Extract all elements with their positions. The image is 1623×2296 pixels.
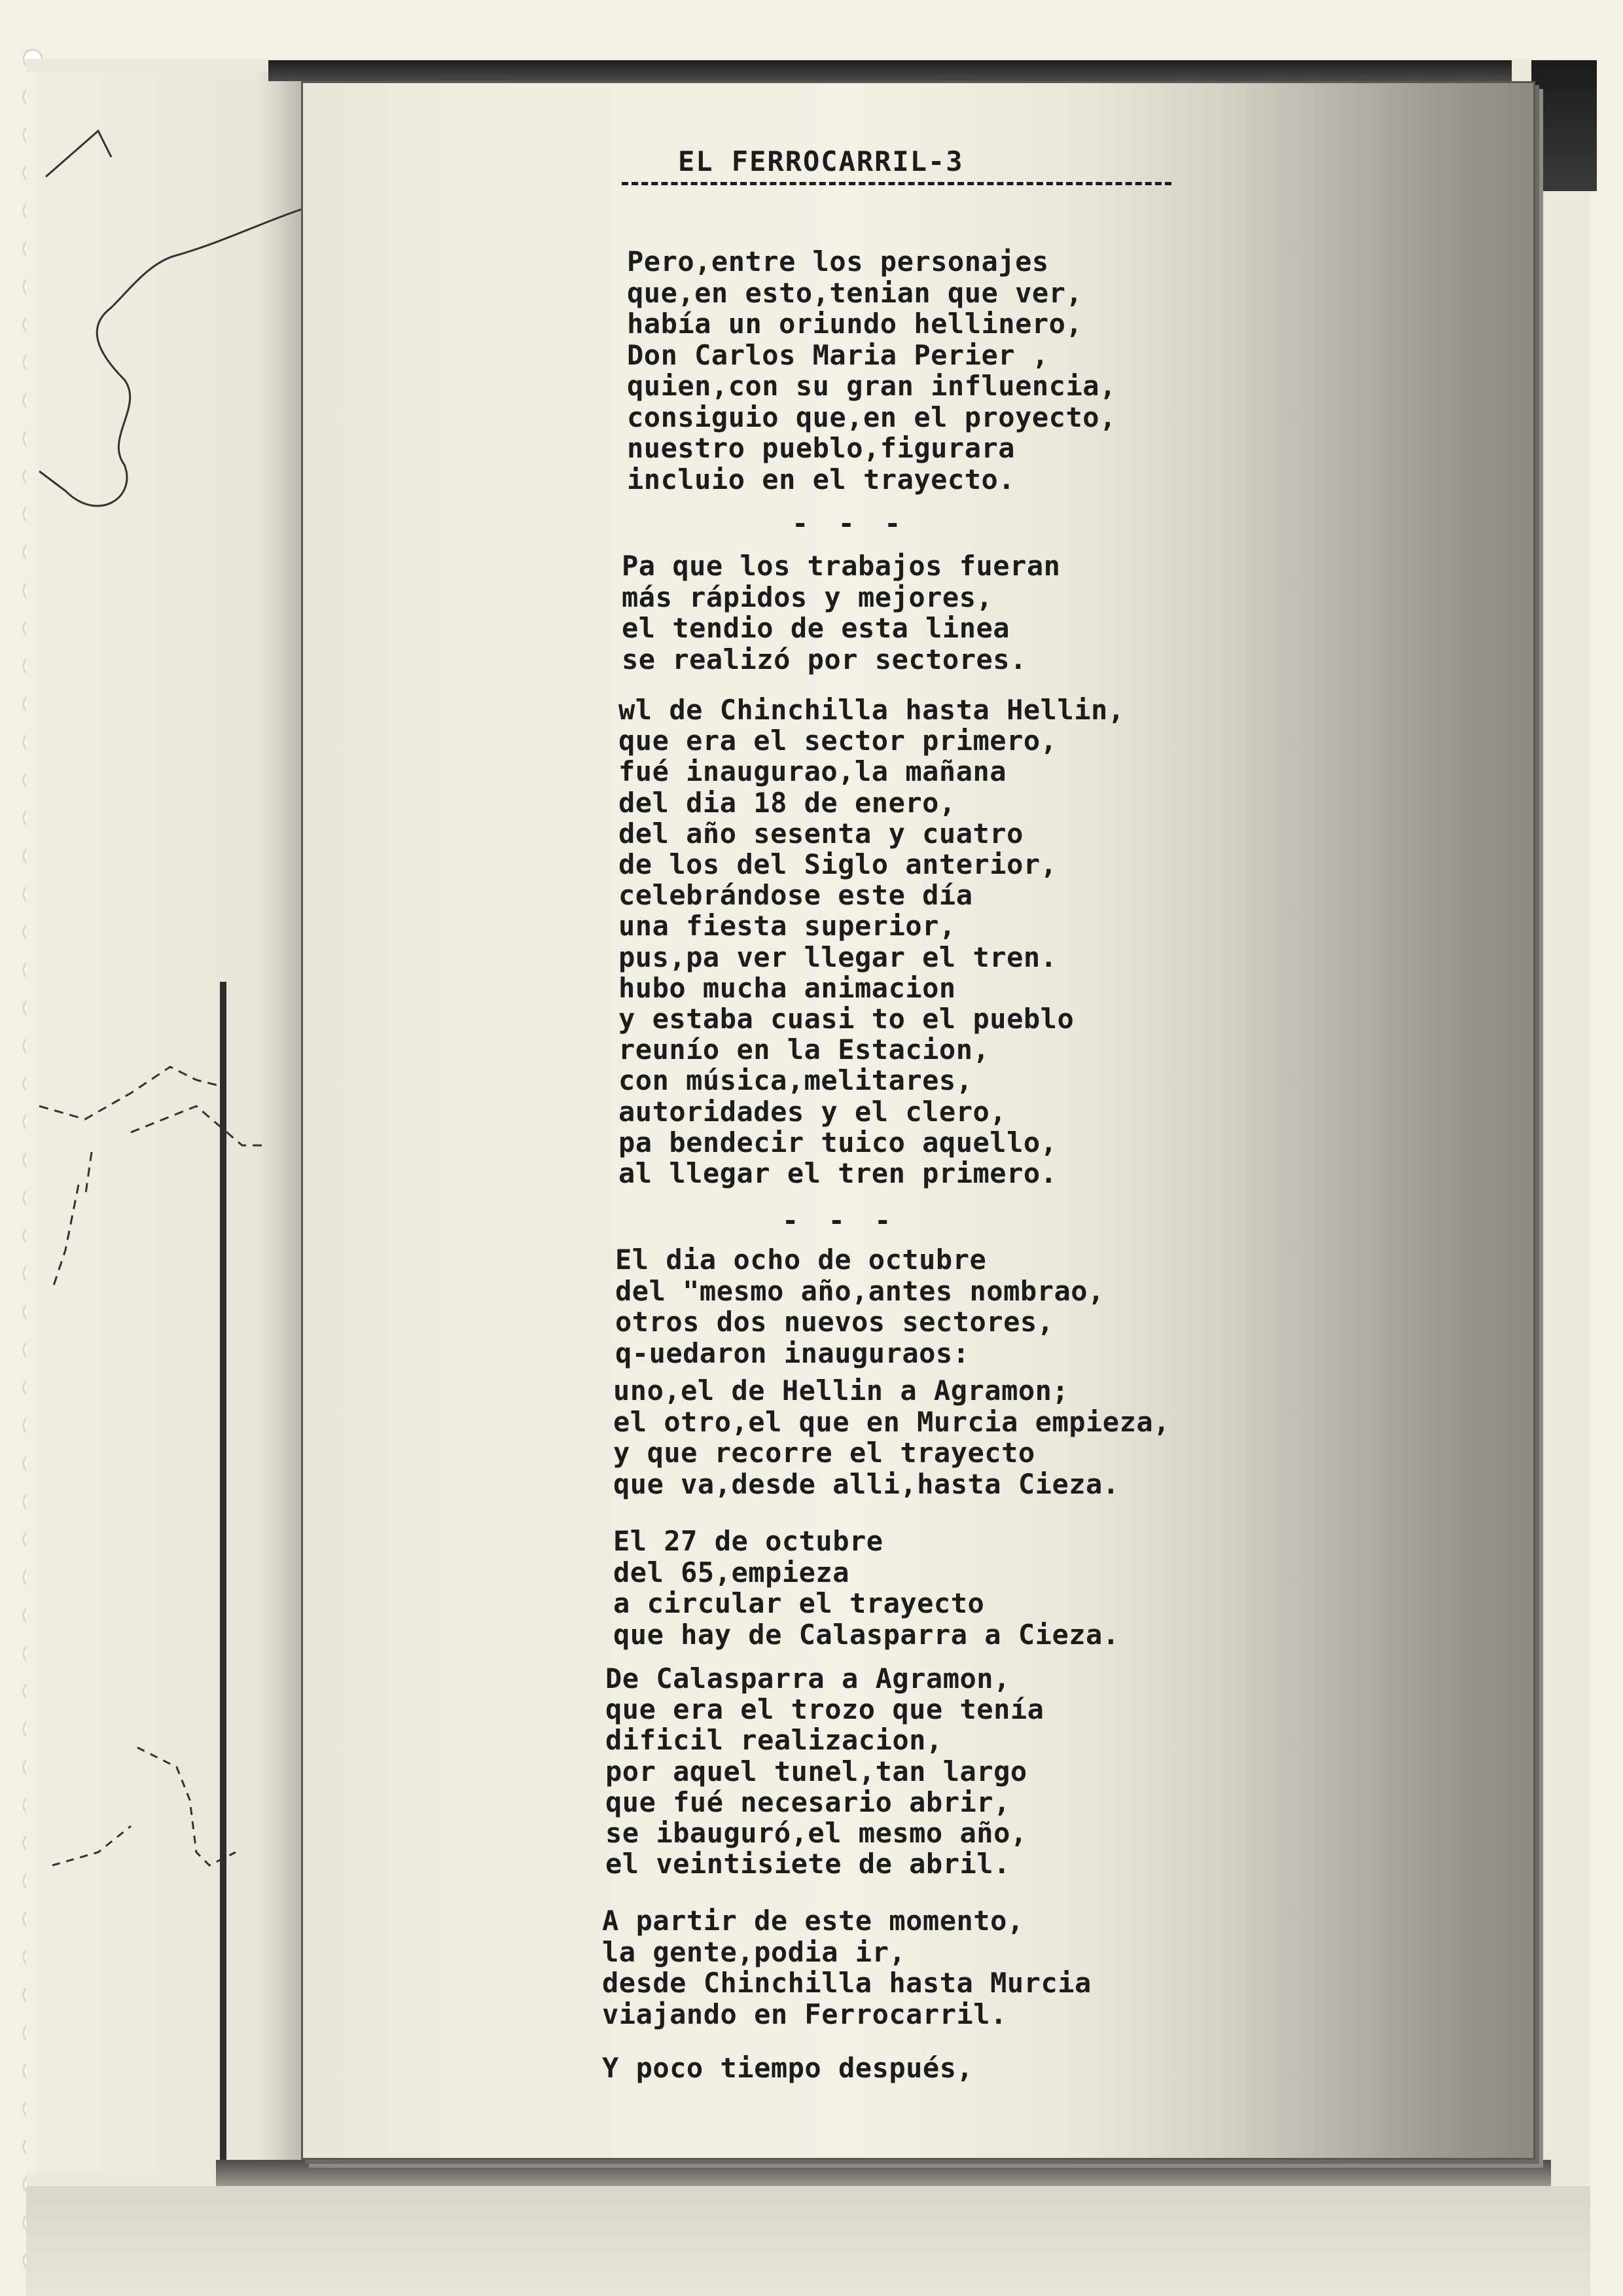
poem-line: más rápidos y mejores, — [622, 581, 993, 613]
title-underline — [622, 182, 1171, 185]
poem-line: quien,con su gran influencia, — [627, 370, 1116, 402]
poem-line: se realizó por sectores. — [622, 643, 1027, 675]
poem-line: se ibauguró,el mesmo año, — [605, 1817, 1027, 1849]
poem-line: A partir de este momento, — [602, 1905, 1024, 1937]
poem-line: la gente,podia ir, — [602, 1935, 906, 1968]
scan-bottom-strip — [26, 2186, 1590, 2296]
poem-line: Don Carlos Maria Perier , — [627, 338, 1049, 371]
poem-line: a circular el trayecto — [613, 1587, 985, 1619]
poem-line: del año sesenta y cuatro — [618, 817, 1024, 850]
poem-line: Pa que los trabajos fueran — [622, 550, 1061, 582]
poem-line: del "mesmo año,antes nombrao, — [615, 1274, 1105, 1307]
poem-line: de los del Siglo anterior, — [618, 848, 1058, 880]
poem-line: Y poco tiempo después, — [602, 2052, 974, 2084]
poem-line: consiguio que,en el proyecto, — [627, 401, 1116, 433]
poem-line: y que recorre el trayecto — [613, 1437, 1035, 1469]
poem-line: el otro,el que en Murcia empieza, — [613, 1405, 1170, 1438]
poem-line: al llegar el tren primero. — [618, 1157, 1058, 1189]
poem-line: había un oriundo hellinero, — [627, 308, 1083, 340]
page-title: EL FERROCARRIL-3 — [678, 145, 964, 177]
poem-line: celebrándose este día — [618, 879, 973, 912]
poem-line: con música,melitares, — [618, 1064, 973, 1097]
poem-line: que hay de Calasparra a Cieza. — [613, 1618, 1120, 1651]
binder-corner — [1531, 60, 1597, 191]
poem-line: El dia ocho de octubre — [615, 1244, 987, 1276]
poem-line: que va,desde alli,hasta Cieza. — [613, 1467, 1120, 1500]
poem-line: del 65,empieza — [613, 1556, 850, 1588]
poem-line: que era el trozo que tenía — [605, 1693, 1044, 1726]
poem-line: el tendio de esta linea — [622, 612, 1010, 644]
poem-line: pus,pa ver llegar el tren. — [618, 941, 1058, 973]
poem-line: una fiesta superior, — [618, 910, 956, 942]
poem-line: El 27 de octubre — [613, 1525, 883, 1557]
poem-line: que fué necesario abrir, — [605, 1785, 1010, 1818]
poem-line: nuestro pueblo,figurara — [627, 432, 1016, 464]
poem-line: q-uedaron inauguraos: — [615, 1336, 970, 1369]
stanza-separator: - - - — [792, 507, 908, 539]
poem-line: del dia 18 de enero, — [618, 786, 956, 819]
poem-line: Pero,entre los personajes — [627, 245, 1049, 278]
poem-line: wl de Chinchilla hasta Hellin, — [618, 694, 1125, 726]
poem-line: reunío en la Estacion, — [618, 1033, 990, 1066]
poem-line: desde Chinchilla hasta Murcia — [602, 1967, 1092, 1999]
poem-line: incluio en el trayecto. — [627, 463, 1016, 495]
binder-left-rule — [220, 982, 226, 2291]
poem-line: y estaba cuasi to el pueblo — [618, 1003, 1075, 1035]
poem-line: autoridades y el clero, — [618, 1095, 1007, 1128]
poem-line: que era el sector primero, — [618, 725, 1058, 757]
poem-line: De Calasparra a Agramon, — [605, 1662, 1010, 1695]
map-border-lines — [26, 72, 301, 2173]
stanza-separator: - - - — [782, 1204, 898, 1236]
poem-line: por aquel tunel,tan largo — [605, 1755, 1027, 1787]
poem-line: pa bendecir tuico aquello, — [618, 1126, 1058, 1158]
binder-top-bar — [268, 60, 1512, 81]
poem-line: dificil realizacion, — [605, 1724, 943, 1757]
poem-line: viajando en Ferrocarril. — [602, 1998, 1007, 2030]
poem-line: fué inaugurao,la mañana — [618, 755, 1007, 788]
page-stack-bottom — [216, 2160, 1551, 2186]
poem-line: hubo mucha animacion — [618, 971, 956, 1004]
poem-line: que,en esto,tenian que ver, — [627, 276, 1083, 309]
poem-line: otros dos nuevos sectores, — [615, 1306, 1054, 1338]
poem-line: el veintisiete de abril. — [605, 1848, 1010, 1880]
poem-line: uno,el de Hellin a Agramon; — [613, 1374, 1069, 1407]
